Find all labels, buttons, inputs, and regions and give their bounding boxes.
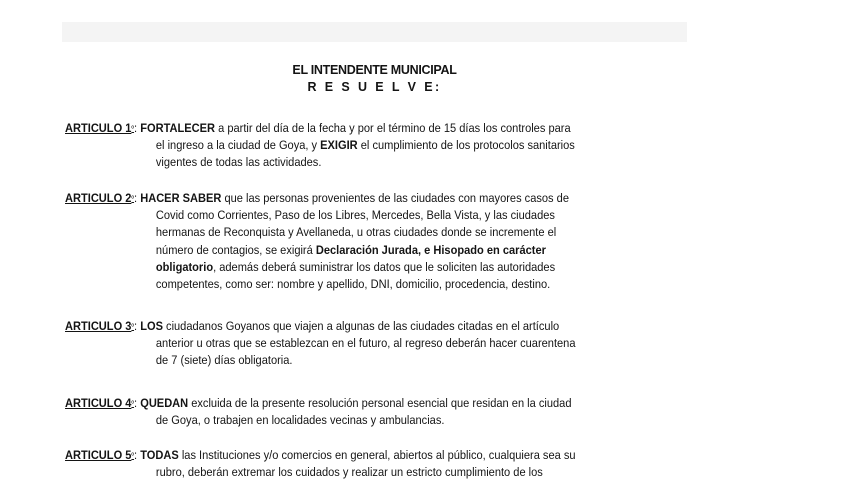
article-4 (65, 395, 686, 429)
keyword-text: FORTALECER (140, 121, 216, 135)
article-line: ARTICULO $5^º$: TODAS las Instituciones y/o comercios en general, abiertos al público, cualquiera sea su (65, 448, 576, 462)
article-line (65, 412, 686, 429)
body-text: anterior u otras que se establezcan en el futuro, al regreso deberán hacer cuarentena (155, 336, 576, 351)
article-line (65, 154, 686, 171)
article-line (65, 207, 686, 224)
ordinal-mark: º (131, 194, 135, 203)
article-line (65, 259, 686, 276)
keyword-text: QUEDAN (140, 396, 189, 410)
article-line: ARTICULO $4^º$: QUEDAN excluida de la presente resolución personal esencial que residan en la ciudad (65, 396, 572, 410)
body-text: hermanas de Reconquista y Avellaneda, u otras ciudades donde se incremente el (155, 225, 557, 240)
article-line (65, 352, 686, 369)
keyword-text: obligatorio (155, 259, 214, 274)
body-text: vigentes de todas las actividades. (155, 155, 322, 170)
keyword-text: TODAS (140, 448, 179, 462)
keyword-text: HACER SABER (140, 191, 222, 205)
body-text: de 7 (siete) días obligatoria. (155, 353, 293, 368)
page-top-strip (62, 22, 687, 42)
article-line: ARTICULO $2^º$: HACER SABER que las personas provenientes de las ciudades con mayores casos de (65, 191, 569, 205)
article-line: ARTICULO $3^º$: LOS ciudadanos Goyanos que viajen a algunas de las ciudades citadas en el artículo (65, 319, 560, 333)
body-text: a partir del día de la fecha y por el término de 15 días los controles para (215, 121, 571, 135)
ordinal-mark: º (131, 322, 135, 331)
body-text: competentes, como ser: nombre y apellido, DNI, domicilio, procedencia, destino. (155, 277, 551, 292)
article-label: ARTICULO 4 (65, 396, 132, 410)
article-label: ARTICULO 1 (65, 121, 132, 135)
body-text: número de contagios, se exigirá (155, 242, 316, 257)
article-1 (65, 120, 686, 172)
keyword-text: LOS (140, 319, 163, 333)
document-title: EL INTENDENTE MUNICIPAL (292, 63, 457, 77)
keyword-text: Declaración Jurada, e Hisopado en carácter (315, 242, 546, 257)
document-subtitle: R E S U E L V E: (307, 80, 442, 94)
ordinal-mark: º (131, 399, 135, 408)
body-text: excluida de la presente resolución personal esencial que residan en la ciudad (188, 396, 572, 410)
article-line (65, 137, 686, 154)
article-5 (65, 447, 686, 481)
article-label: ARTICULO 2 (65, 191, 132, 205)
keyword-text: EXIGIR (320, 138, 358, 153)
article-label: ARTICULO 3 (65, 319, 132, 333)
body-text: el ingreso a la ciudad de Goya, y (155, 138, 321, 153)
body-text: rubro, deberán extremar los cuidados y realizar un estricto cumplimiento de los (155, 465, 543, 480)
body-text: de Goya, o trabajen en localidades vecinas y ambulancias. (155, 413, 445, 428)
article-line: ARTICULO $1^º$: FORTALECER a partir del día de la fecha y por el término de 15 días los controles para (65, 121, 571, 135)
body-text: las Instituciones y/o comercios en general, abiertos al público, cualquiera sea su (178, 448, 576, 462)
article-line (65, 276, 686, 293)
article-line (65, 335, 686, 352)
ordinal-mark: º (131, 451, 135, 460)
article-line (65, 464, 686, 481)
body-text: ciudadanos Goyanos que viajen a algunas de las ciudades citadas en el artículo (162, 319, 560, 333)
body-text: , además deberá suministrar los datos que le soliciten las autoridades (213, 259, 556, 274)
body-text: el cumplimiento de los protocolos sanitarios (357, 138, 575, 153)
ordinal-mark: º (131, 124, 135, 133)
article-label: ARTICULO 5 (65, 448, 132, 462)
article-2 (65, 190, 686, 293)
article-line (65, 242, 686, 259)
article-line (65, 224, 686, 241)
body-text: Covid como Corrientes, Paso de los Libres, Mercedes, Bella Vista, y las ciudades (155, 208, 555, 223)
body-text: que las personas provenientes de las ciudades con mayores casos de (221, 191, 569, 205)
article-3 (65, 318, 686, 370)
